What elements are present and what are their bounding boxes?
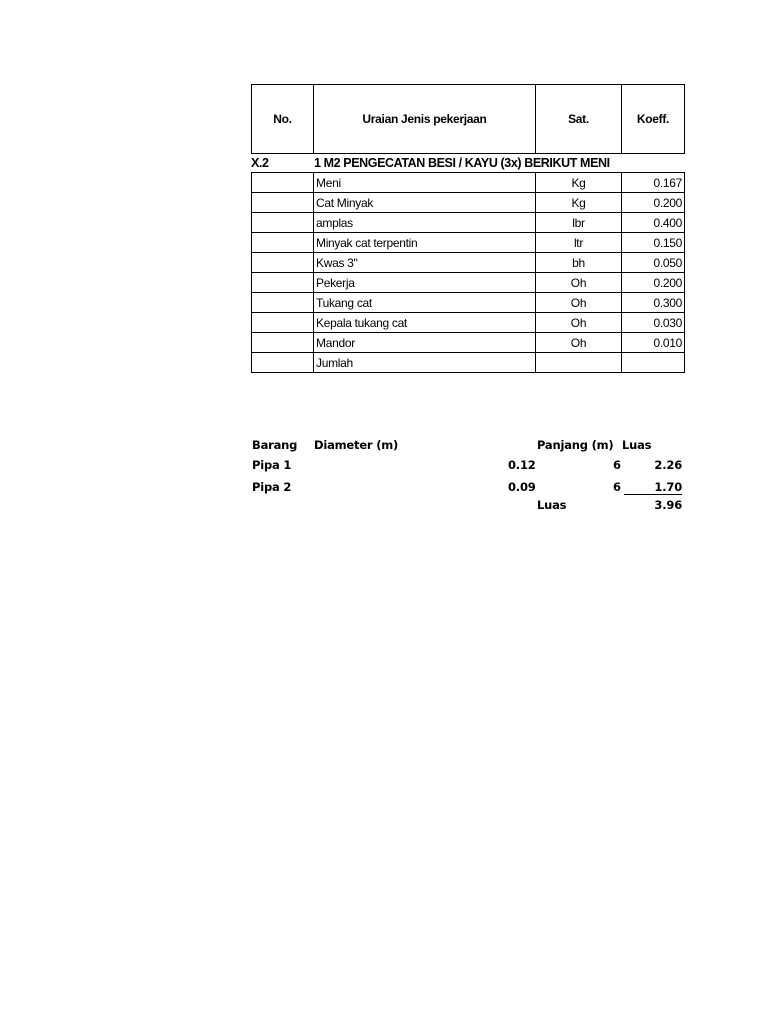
cell-no (251, 272, 314, 293)
cell-uraian: Kepala tukang cat (313, 312, 536, 333)
cell-uraian: Meni (313, 172, 536, 193)
table-row (251, 312, 685, 332)
header-uraian: Uraian Jenis pekerjaan (313, 84, 536, 154)
cell-sat: Oh (535, 312, 622, 333)
cell-koeff: 0.400 (621, 212, 685, 233)
cell-uraian: Mandor (313, 332, 536, 353)
cell-koeff: 0.010 (621, 332, 685, 353)
calc-panjang: 6 (613, 480, 621, 494)
cell-sat: bh (535, 252, 622, 273)
cell-no (251, 332, 314, 353)
cell-no (251, 172, 314, 193)
cell-no (251, 192, 314, 213)
table-row-total (251, 352, 685, 372)
cell-no (251, 232, 314, 253)
calc-header-luas: Luas (622, 438, 652, 452)
cell-sat: ltr (535, 232, 622, 253)
cell-sat: lbr (535, 212, 622, 233)
cell-koeff: 0.030 (621, 312, 685, 333)
calc-diameter: 0.09 (508, 480, 536, 494)
cell-koeff: 0.050 (621, 252, 685, 273)
cell-no (251, 352, 314, 373)
calc-panjang: 6 (613, 458, 621, 472)
calc-header-diameter: Diameter (m) (314, 438, 399, 452)
calc-header-barang: Barang (252, 438, 298, 452)
calc-luas: 1.70 (624, 480, 682, 495)
section-row (251, 154, 685, 172)
cell-no (251, 292, 314, 313)
cell-sat: Oh (535, 292, 622, 313)
cell-koeff: 0.167 (621, 172, 685, 193)
cell-uraian: amplas (313, 212, 536, 233)
section-title: 1 M2 PENGECATAN BESI / KAYU (3x) BERIKUT MENI (314, 156, 610, 170)
cell-sat: Kg (535, 192, 622, 213)
work-item-table (251, 84, 685, 372)
calc-barang: Pipa 1 (252, 458, 292, 472)
cell-uraian: Jumlah (313, 352, 536, 373)
table-header (251, 84, 685, 154)
cell-no (251, 252, 314, 273)
cell-no (251, 212, 314, 233)
table-row (251, 232, 685, 252)
calc-barang: Pipa 2 (252, 480, 292, 494)
table-row (251, 192, 685, 212)
calc-header-panjang: Panjang (m) (537, 438, 614, 452)
cell-koeff: 0.300 (621, 292, 685, 313)
cell-sat: Kg (535, 172, 622, 193)
calc-total-value: 3.96 (654, 498, 682, 512)
calc-total-label: Luas (537, 498, 567, 512)
cell-koeff: 0.200 (621, 192, 685, 213)
table-row (251, 172, 685, 192)
cell-uraian: Kwas 3" (313, 252, 536, 273)
cell-no (251, 312, 314, 333)
cell-koeff (621, 352, 685, 373)
cell-koeff: 0.200 (621, 272, 685, 293)
calc-luas: 2.26 (654, 458, 682, 472)
cell-uraian: Pekerja (313, 272, 536, 293)
table-row (251, 252, 685, 272)
header-no: No. (251, 84, 314, 154)
cell-sat (535, 352, 622, 373)
cell-sat: Oh (535, 272, 622, 293)
cell-uraian: Cat Minyak (313, 192, 536, 213)
cell-sat: Oh (535, 332, 622, 353)
header-sat: Sat. (535, 84, 622, 154)
cell-koeff: 0.150 (621, 232, 685, 253)
cell-uraian: Minyak cat terpentin (313, 232, 536, 253)
table-row (251, 212, 685, 232)
section-number: X.2 (251, 156, 269, 170)
calc-diameter: 0.12 (508, 458, 536, 472)
cell-uraian: Tukang cat (313, 292, 536, 313)
table-row (251, 272, 685, 292)
table-row (251, 292, 685, 312)
header-koeff: Koeff. (621, 84, 685, 154)
table-row (251, 332, 685, 352)
